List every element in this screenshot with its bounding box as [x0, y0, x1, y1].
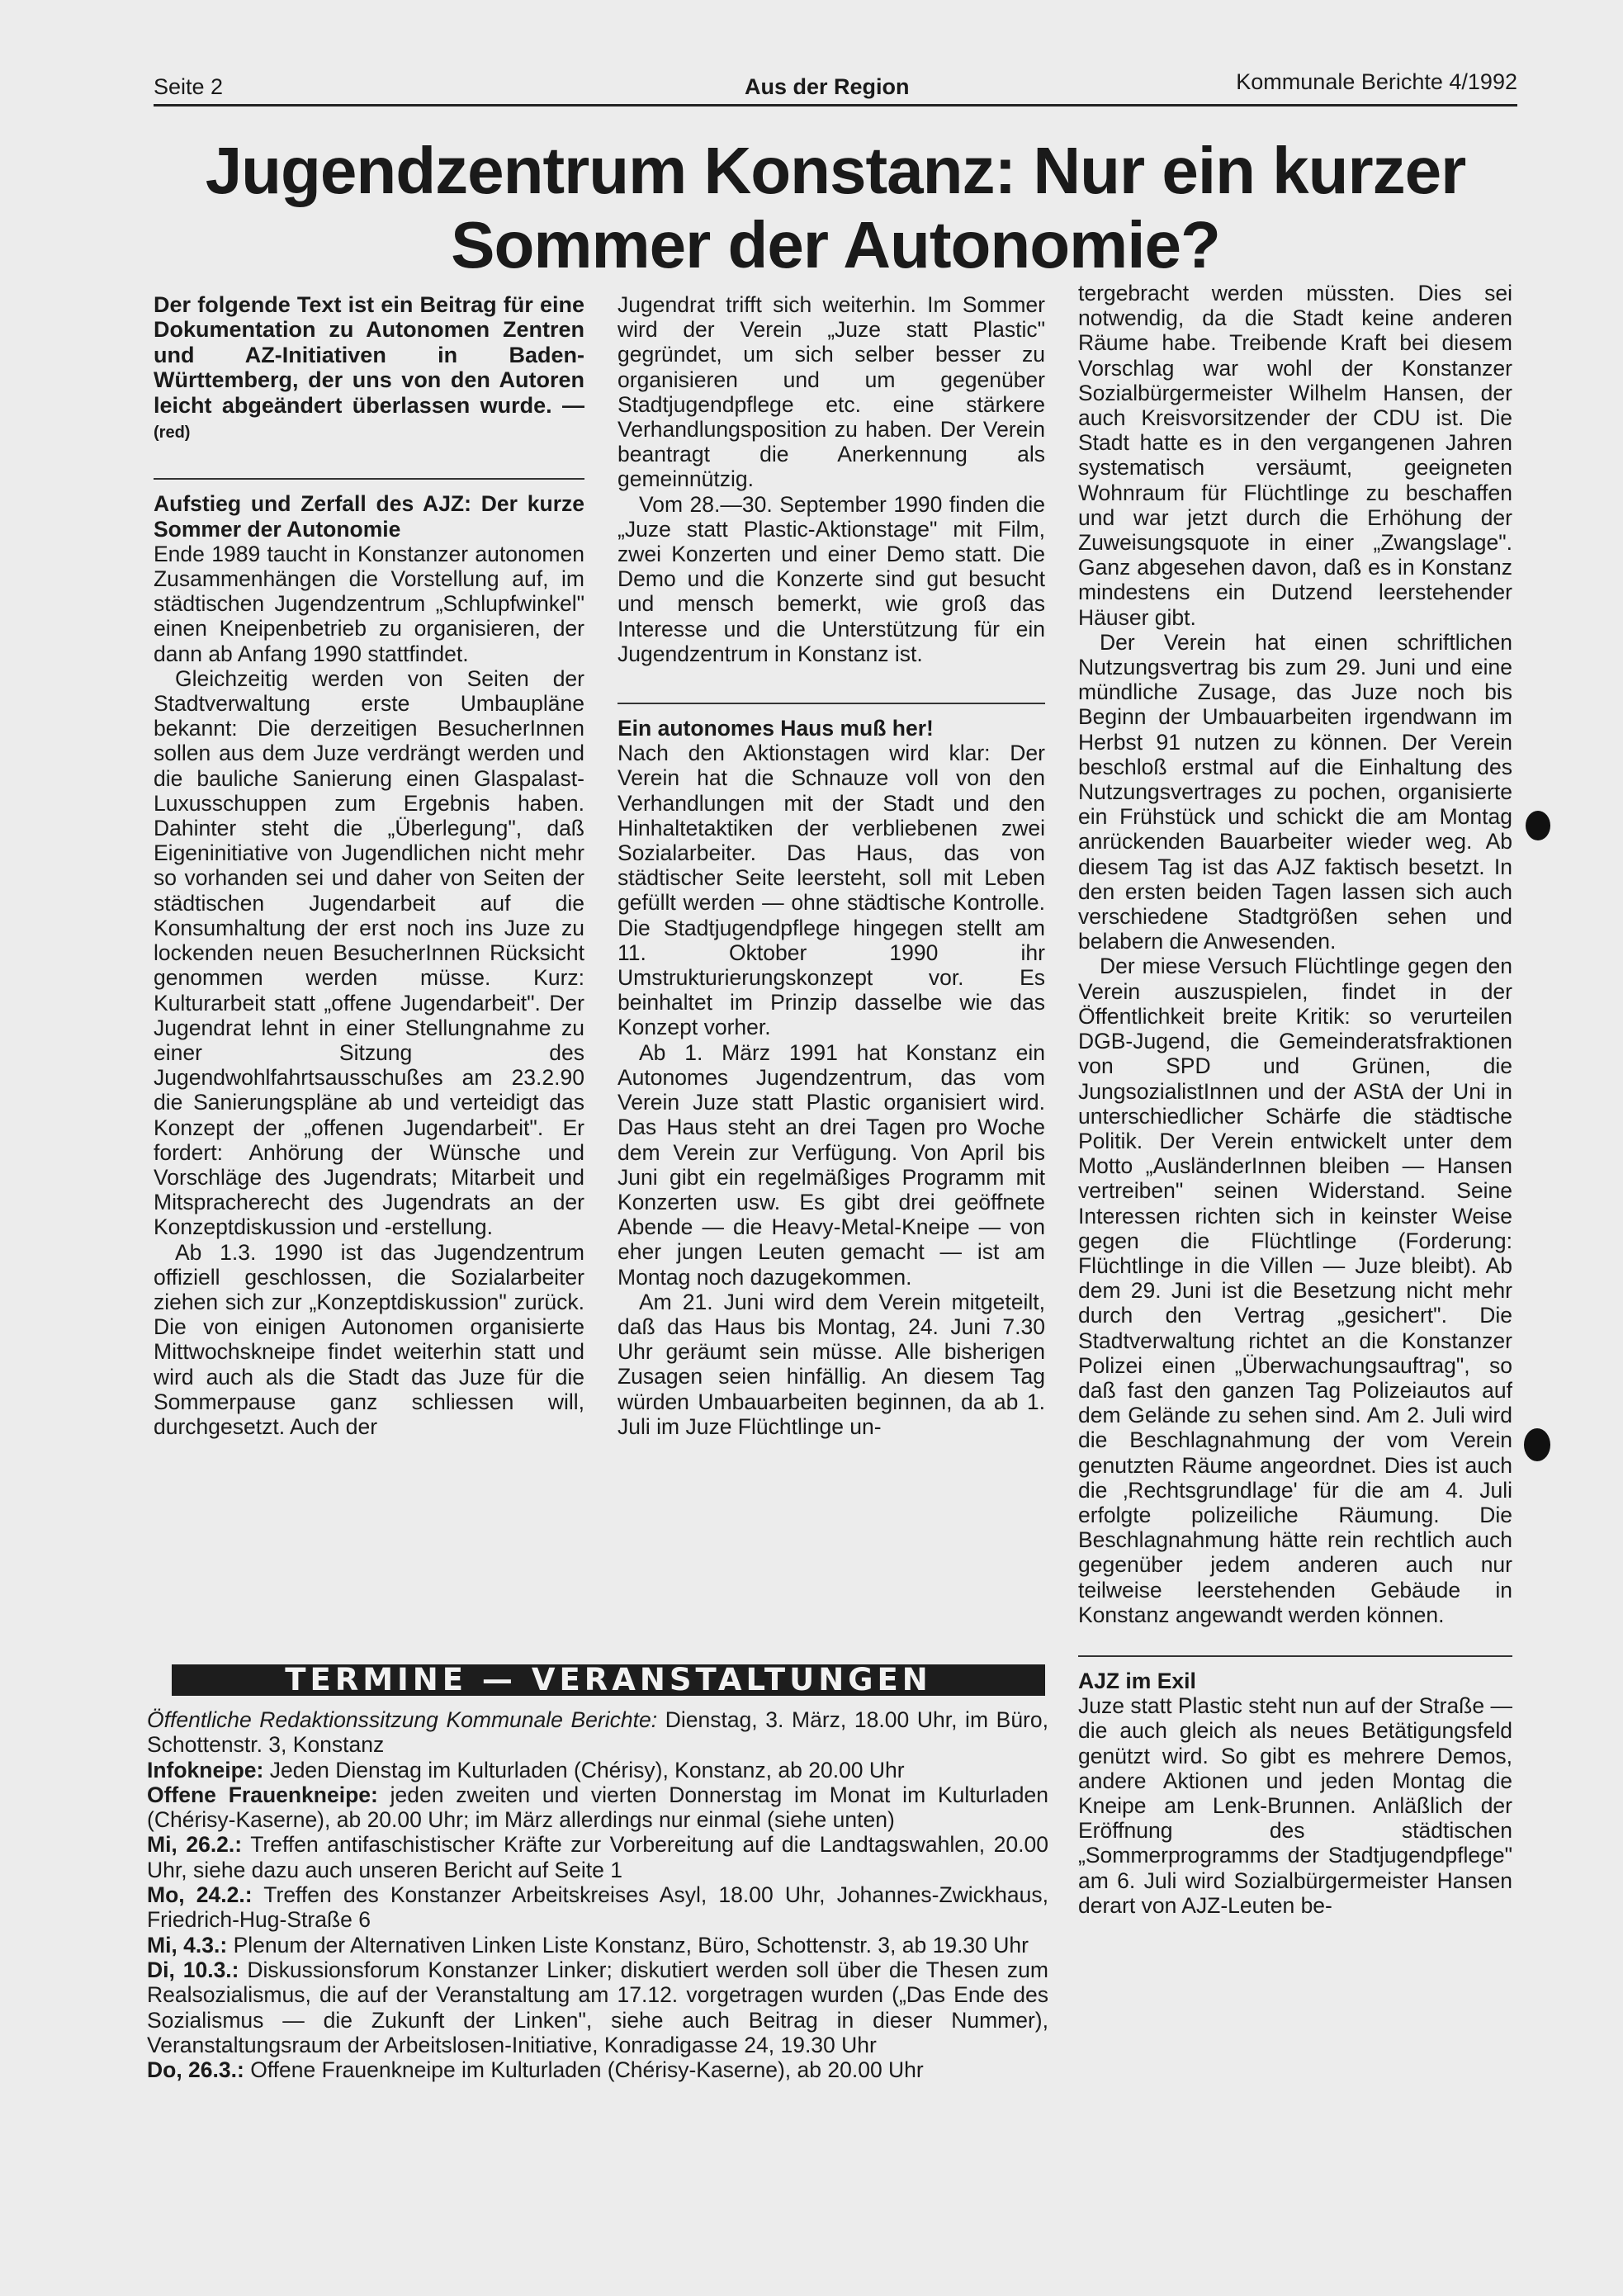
termine-entry: Offene Frauenkneipe: jeden zweiten und vierten Donnerstag im Monat im Kulturladen (Chérisy-Kaserne), ab 20.00 Uhr; im März allerdings nur einmal (siehe unten) — [147, 1782, 1048, 1833]
page-header — [154, 69, 1517, 102]
termine-label: Öffentliche Redaktionssitzung Kommunale Berichte: — [147, 1707, 658, 1732]
termine-entry: Mi, 26.2.: Treffen antifaschistischer Kräfte zur Vorbereitung auf die Landtagswahlen, 20.00 Uhr, siehe dazu auch unseren Bericht auf Seite 1 — [147, 1832, 1049, 1882]
publication-issue: Kommunale Berichte 4/1992 — [1236, 69, 1517, 94]
section-name: Aus der Region — [745, 74, 910, 99]
termine-label: Do, 26.3.: — [147, 2057, 244, 2083]
termine-label: Offene Frauenkneipe: — [147, 1782, 378, 1807]
termine-entry: Mi, 4.3.: Plenum der Alternativen Linken Liste Konstanz, Büro, Schottenstr. 3, ab 19.30 Uhr — [147, 1932, 1029, 1958]
header-rule — [154, 104, 1517, 107]
punch-hole-mark — [1526, 811, 1550, 840]
page-number: Seite 2 — [154, 74, 224, 99]
intro-credit: (red) — [154, 424, 191, 443]
termine-entry: Do, 26.3.: Offene Frauenkneipe im Kulturladen (Chérisy-Kaserne), ab 20.00 Uhr — [147, 2057, 924, 2083]
termine-label: Mi, 4.3.: — [147, 1932, 228, 1958]
paragraph: tergebracht werden müssten. Dies sei notwendig, da die Stadt keine anderen Räume habe. Treibende Kraft bei diesem Vorschlag war wohl der Konstanzer Sozialbürgermeister Wilhelm Hansen, der auch Kreisvorsitzender der CDU ist. Die Stadt hatte es in den vergangenen Jahren systematisch versäumt, geeigneten Wohnraum für Flüchtlinge zu beschaffen und war jetzt durch die Erhöhung der Zuweisungsquote in einer „Zwangslage". Ganz abgesehen davon, daß es in Konstanz mindestens ein Dutzend leerstehender Häuser gibt. — [1078, 281, 1512, 630]
paragraph: Ende 1989 taucht in Konstanzer autonomen Zusammenhängen die Vorstellung auf, im städtischen Jugendzentrum „Schlupfwinkel" einen Kneipenbetrieb zu organisieren, der dann ab Anfang 1990 stattfindet. — [154, 541, 584, 666]
column-2 — [617, 292, 1045, 1439]
section-heading-aufstieg: Aufstieg und Zerfall des AJZ: Der kurze Sommer der Autonomie — [154, 491, 584, 542]
paragraph: Der miese Versuch Flüchtlinge gegen den Verein auszuspielen, findet in der Öffentlichkeit breite Kritik: so verurteilen DGB-Jugend, die Gemeinderatsfraktionen von SPD und Grünen, die JungsozialistInnen und der AStA der Uni in unterschiedlicher Schärfe die städtische Politik. Der Verein entwickelt unter dem Motto „AusländerInnen bleiben — Hansen vertreiben" seinen Widerstand. Seine Interessen richten sich in keinster Weise gegen die Flüchtlinge (Forderung: Flüchtlinge in die Villen — Juze bleibt). Ab dem 29. Juni ist die Besetzung nicht mehr durch den Vertrag „gesichert". Die Stadtverwaltung richtet an die Konstanzer Polizei einen „Überwachungsauftrag", so daß fast den ganzen Tag Polizeiautos auf dem Gelände zu sehen sind. Am 2. Juli wird die Beschlagnahmung der vom Verein genutzten Räume angeordnet. Dies ist auch die ‚Rechtsgrundlage' für die am 4. Juli erfolgte polizeiliche Räumung. Die Beschlagnahmung hätte rein rechtlich auch gegenüber jedem anderen auch nur teilweise leerstehenden Gebäude in Konstanz angewandt werden können. — [1078, 954, 1512, 1627]
termine-entry: Infokneipe: Jeden Dienstag im Kulturladen (Chérisy), Konstanz, ab 20.00 Uhr — [147, 1757, 905, 1782]
termine-entry: Mo, 24.2.: Treffen des Konstanzer Arbeitskreises Asyl, 18.00 Uhr, Johannes-Zwickhaus, Friedrich-Hug-Straße 6 — [147, 1882, 1048, 1933]
paragraph: Ab 1.3. 1990 ist das Jugendzentrum offiziell geschlossen, die Sozialarbeiter ziehen sich zur „Konzeptdiskussion" zurück. Die von einigen Autonomen organisierte Mittwochskneipe findet weiterhin statt und wird auch als die Stadt das Juze für die Sommerpause ganz schliessen will, durchgesetzt. Auch der — [154, 1239, 584, 1439]
section-rule — [1078, 1655, 1512, 1657]
termine-label: Mi, 26.2.: — [147, 1832, 243, 1858]
column-3 — [1078, 281, 1512, 1918]
paragraph: Vom 28.—30. September 1990 finden die „Juze statt Plastic-Aktionstage" mit Film, zwei Konzerten und einer Demo statt. Die Demo und die Konzerte sind gut besucht und mensch bemerkt, wie groß das Interesse und die Unterstützung für ein Jugendzentrum in Konstanz ist. — [617, 491, 1045, 666]
section-rule — [154, 478, 584, 480]
termine-label: Mo, 24.2.: — [147, 1882, 253, 1908]
termine-banner: TERMINE — VERANSTALTUNGEN — [172, 1664, 1045, 1696]
punch-hole-mark — [1524, 1428, 1550, 1461]
paragraph: Ab 1. März 1991 hat Konstanz ein Autonomes Jugendzentrum, das vom Verein Juze statt Plastic organisiert wird. Das Haus steht an drei Tagen pro Woche dem Verein zur Verfügung. Von April bis Juni gibt ein regelmäßiges Programm mit Konzerten usw. Es gibt drei geöffnete Abende — die Heavy-Metal-Kneipe — von eher jungen Leuten gemacht — ist am Montag noch dazugekommen. — [617, 1039, 1045, 1290]
termine-label: Di, 10.3.: — [147, 1957, 239, 1982]
termine-entry: Öffentliche Redaktionssitzung Kommunale Berichte: Dienstag, 3. März, 18.00 Uhr, im Büro, Schottenstr. 3, Konstanz — [147, 1707, 1048, 1758]
paragraph: Jugendrat trifft sich weiterhin. Im Sommer wird der Verein „Juze statt Plastic" gegründet, um sich selber besser zu organisieren und um gegenüber Stadtjugendpflege etc. eine stärkere Verhandlungsposition zu haben. Der Verein beantragt die Anerkennung als gemeinnützig. — [617, 292, 1045, 492]
article-title: Jugendzentrum Konstanz: Nur ein kurzer Sommer der Autonomie? — [205, 134, 1466, 282]
paragraph: Der Verein hat einen schriftlichen Nutzungsvertrag bis zum 29. Juni und eine mündliche Zusage, das Juze noch bis Beginn der Umbauarbeiten irgendwann im Herbst 91 nutzen zu können. Der Verein beschloß erstmal auf die Einhaltung des Nutzungsvertrages zu pochen, organisierte ein Frühstück und schickt die am Montag anrückenden Bauarbeiter wieder weg. Ab diesem Tag ist das AJZ faktisch besetzt. In den ersten beiden Tagen lassen sich auch verschiedene Stadtgrößen sehen und belabern die Anwesenden. — [1078, 629, 1512, 954]
section-heading-ajz-im-exil: AJZ im Exil — [1078, 1668, 1196, 1693]
paragraph: Juze statt Plastic steht nun auf der Straße — die auch gleich als neues Betätigungsfeld genützt wird. So gibt es mehrere Demos, andere Aktionen und jeden Montag die Kneipe am Lenk-Brunnen. Anläßlich der Eröffnung des städtischen „Sommerprogramms der Stadtjugendpflege" am 6. Juli wird Sozialbürgermeister Hansen derart von AJZ-Leuten be- — [1078, 1693, 1512, 1918]
column-1 — [154, 292, 584, 1439]
termine-entry: Di, 10.3.: Diskussionsforum Konstanzer Linker; diskutiert werden soll über die Thesen zum Realsozialismus, die auf der Veranstaltung am 17.12. vorgetragen wurden („Das Ende des Sozialismus — die Zukunft der Linken", siehe auch Beitrag in dieser Nummer), Veranstaltungsraum der Arbeitslosen-Initiative, Konradigasse 24, 19.30 Uhr — [147, 1957, 1048, 2057]
termine-list — [147, 1707, 1048, 2082]
paragraph: Gleichzeitig werden von Seiten der Stadtverwaltung erste Umbaupläne bekannt: Die derzeitigen BesucherInnen sollen aus dem Juze verdrängt werden und die bauliche Sanierung einen Glaspalast-Luxusschuppen zum Ergebnis haben. Dahinter steht die „Überlegung", daß Eigeninitiative von Jugendlichen nicht mehr so vorhanden sei und daher von Seiten der städtischen Jugendarbeit auf die Konsumhaltung der erst noch ins Juze zu lockenden neuen BesucherInnen Rücksicht genommen werden müsse. Kurz: Kulturarbeit statt „offene Jugendarbeit". Der Jugendrat lehnt in einer Stellungnahme zu einer Sitzung des Jugendwohlfahrtsausschußes am 23.2.90 die Sanierungspläne ab und verteidigt das Konzept der „offenen Jugendarbeit". Er fordert: Anhörung der Wünsche und Vorschläge des Jugendrats; Mitarbeit und Mitspracherecht des Jugendrats an der Konzeptdiskussion und -erstellung. — [154, 665, 584, 1240]
intro-text: Der folgende Text ist ein Beitrag für eine Dokumentation zu Autonomen Zentren und AZ-Initiativen in Baden-Württemberg, der uns von den Autoren leicht abgeändert überlassen wurde. — (red) — [154, 292, 584, 443]
section-heading-autonomes-haus: Ein autonomes Haus muß her! — [617, 716, 934, 741]
paragraph: Am 21. Juni wird dem Verein mitgeteilt, daß das Haus bis Montag, 24. Juni 7.30 Uhr geräumt sein müsse. Alle bisherigen Zusagen seien hinfällig. An diesem Tag würden Umbauarbeiten beginnen, da ab 1. Juli im Juze Flüchtlinge un- — [617, 1289, 1045, 1439]
termine-label: Infokneipe: — [147, 1757, 264, 1782]
section-rule — [617, 703, 1045, 704]
paragraph: Nach den Aktionstagen wird klar: Der Verein hat die Schnauze voll von den Verhandlungen mit der Stadt und den Hinhaltetaktiken der verbliebenen zwei Sozialarbeiter. Das Haus, das von städtischer Seite leersteht, soll mit Leben gefüllt werden — ohne städtische Kontrolle. Die Stadtjugendpflege hingegen stellt am 11. Oktober 1990 ihr Umstrukturierungskonzept vor. Es beinhaltet im Prinzip dasselbe wie das Konzept vorher. — [617, 741, 1045, 1040]
